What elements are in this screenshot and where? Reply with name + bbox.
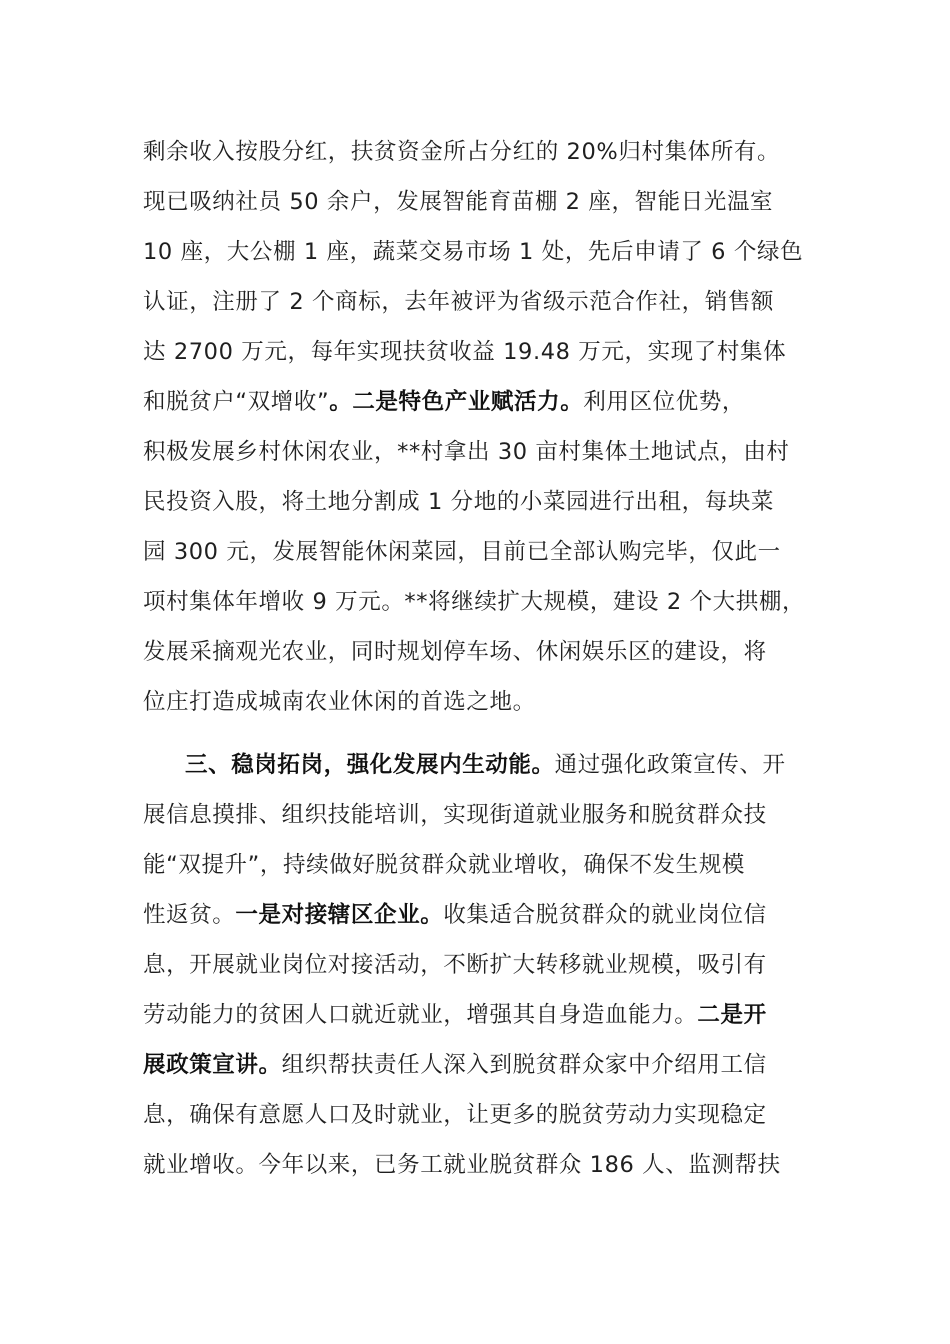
- text-line: 认证，注册了 2 个商标，去年被评为省级示范合作社，销售额: [143, 289, 775, 315]
- text-line: 能“双提升”，持续做好脱贫群众就业增收，确保不发生规模: [143, 852, 746, 878]
- text-run: 收集适合脱贫群众的就业岗位信: [443, 902, 767, 928]
- text-line: [143, 377, 823, 427]
- text-line: 息，开展就业岗位对接活动，不断扩大转移就业规模，吸引有: [143, 952, 767, 978]
- text-line: 民投资入股，将土地分割成 1 分地的小菜园进行出租，每块菜: [143, 489, 775, 515]
- text-line: 园 300 元，发展智能休闲菜园，目前已全部认购完毕，仅此一: [143, 539, 781, 565]
- paragraph-employment: [143, 740, 823, 1190]
- text-line: 项村集体年增收 9 万元。**将继续扩大规模，建设 2 个大拱棚，: [143, 589, 806, 615]
- text-run: 通过强化政策宣传、开: [554, 752, 786, 778]
- text-line: 现已吸纳社员 50 余户，发展智能育苗棚 2 座，智能日光温室: [143, 189, 774, 215]
- text-line: 发展采摘观光农业，同时规划停车场、休闲娱乐区的建设，将: [143, 639, 767, 665]
- text-run: 利用区位优势，: [583, 389, 746, 415]
- subheading-policy-lecture-part: 展政策宣讲。: [143, 1052, 282, 1078]
- text-line: [143, 1040, 823, 1090]
- subheading-specialty-industry: 。二是特色产业赋活力。: [329, 389, 584, 415]
- text-line: [143, 740, 823, 790]
- text-line: 达 2700 万元，每年实现扶贫收益 19.48 万元，实现了村集体: [143, 339, 787, 365]
- paragraph-industry: [143, 127, 823, 727]
- text-line: [143, 990, 823, 1040]
- subheading-connect-enterprises: 一是对接辖区企业。: [235, 902, 444, 928]
- subheading-policy-lecture-part: 二是开: [697, 1002, 767, 1028]
- text-line: 息，确保有意愿人口及时就业，让更多的脱贫劳动力实现稳定: [143, 1102, 767, 1128]
- section-heading-3: 三、稳岗拓岗，强化发展内生动能。: [185, 752, 555, 778]
- text-run: 组织帮扶责任人深入到脱贫群众家中介绍用工信: [281, 1052, 767, 1078]
- text-line: 积极发展乡村休闲农业，**村拿出 30 亩村集体土地试点，由村: [143, 439, 790, 465]
- text-line: 位庄打造成城南农业休闲的首选之地。: [143, 689, 536, 715]
- text-line: 10 座，大公棚 1 座，蔬菜交易市场 1 处，先后申请了 6 个绿色: [143, 239, 804, 265]
- text-run: 劳动能力的贫困人口就近就业，增强其自身造血能力。: [143, 1002, 698, 1028]
- text-line: 剩余收入按股分红，扶贫资金所占分红的 20%归村集体所有。: [143, 139, 781, 165]
- text-run: 性返贫。: [143, 902, 236, 928]
- text-run: 和脱贫户“双增收”: [143, 389, 330, 415]
- text-line: 就业增收。今年以来，已务工就业脱贫群众 186 人、监测帮扶: [143, 1152, 781, 1178]
- text-line: 展信息摸排、组织技能培训，实现街道就业服务和脱贫群众技: [143, 802, 767, 828]
- text-line: [143, 890, 823, 940]
